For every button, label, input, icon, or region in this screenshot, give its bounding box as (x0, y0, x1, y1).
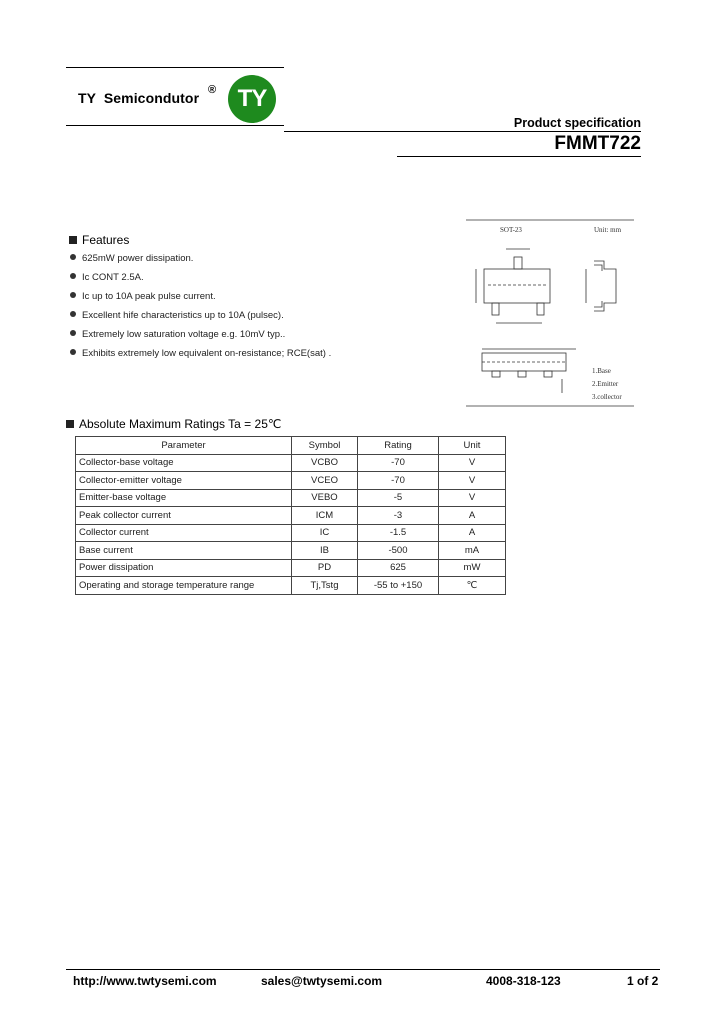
cell-symbol: IB (292, 542, 358, 560)
cell-unit: mA (439, 542, 506, 560)
bullet-dot-icon (70, 254, 76, 260)
table-row (76, 472, 506, 490)
cell-parameter: Operating and storage temperature range (76, 577, 292, 595)
table-row (76, 507, 506, 525)
ratings-heading (66, 417, 281, 431)
cell-rating: -70 (358, 472, 439, 490)
cell-parameter: Emitter-base voltage (76, 489, 292, 507)
cell-symbol: IC (292, 524, 358, 542)
cell-parameter: Collector current (76, 524, 292, 542)
cell-rating: -5 (358, 489, 439, 507)
cell-symbol: Tj,Tstg (292, 577, 358, 595)
cell-unit: ℃ (439, 577, 506, 595)
table-row (76, 577, 506, 595)
package-name: SOT-23 (500, 226, 522, 234)
table-row (76, 524, 506, 542)
cell-symbol: VCEO (292, 472, 358, 490)
cell-symbol: VCBO (292, 454, 358, 472)
header-rule (284, 131, 641, 132)
package-unit: Unit: mm (594, 226, 622, 234)
package-outline-drawing (466, 219, 634, 407)
cell-unit: mW (439, 559, 506, 577)
cell-symbol: PD (292, 559, 358, 577)
features-heading (69, 233, 129, 247)
column-header-rating: Rating (358, 437, 439, 455)
table-row (76, 542, 506, 560)
feature-item: Extremely low saturation voltage e.g. 10mV typ.. (70, 328, 331, 347)
cell-rating: -1.5 (358, 524, 439, 542)
column-header-unit: Unit (439, 437, 506, 455)
footer-phone: 4008-318-123 (486, 974, 561, 988)
part-number: FMMT722 (554, 133, 641, 154)
cell-rating: -500 (358, 542, 439, 560)
feature-item: Excellent hife characteristics up to 10A (pulsec). (70, 309, 331, 328)
header-top-rule (66, 67, 284, 68)
table-row (76, 559, 506, 577)
feature-item: Ic up to 10A peak pulse current. (70, 290, 331, 309)
top-view-lead-2 (537, 303, 544, 315)
pin-label-1: 1.Base (592, 367, 611, 375)
bullet-dot-icon (70, 349, 76, 355)
ratings-table-body (76, 454, 506, 594)
features-list (70, 252, 331, 366)
cell-unit: V (439, 472, 506, 490)
spec-label: Product specification (513, 116, 641, 130)
cell-symbol: ICM (292, 507, 358, 525)
footer-page-number: 1 of 2 (627, 974, 659, 988)
table-row (76, 489, 506, 507)
footer-email-link[interactable]: sales@twtysemi.com (261, 974, 383, 988)
pin-label-2: 2.Emitter (592, 380, 619, 388)
column-header-parameter: Parameter (76, 437, 292, 455)
bullet-dot-icon (70, 292, 76, 298)
cell-unit: V (439, 489, 506, 507)
cell-unit: V (439, 454, 506, 472)
bullet-square-icon (69, 236, 77, 244)
cell-unit: A (439, 507, 506, 525)
cell-parameter: Collector-base voltage (76, 454, 292, 472)
top-view-lead-1 (492, 303, 499, 315)
cell-unit: A (439, 524, 506, 542)
feature-item: Ic CONT 2.5A. (70, 271, 331, 290)
side-view-body (594, 261, 616, 311)
footer-rule (66, 969, 660, 970)
cell-rating: -55 to +150 (358, 577, 439, 595)
bullet-square-icon (66, 420, 74, 428)
bullet-dot-icon (70, 330, 76, 336)
table-header-row (76, 437, 506, 455)
table-row (76, 454, 506, 472)
cell-rating: -70 (358, 454, 439, 472)
part-number-rule (397, 156, 641, 157)
top-view-body (484, 269, 550, 303)
cell-parameter: Power dissipation (76, 559, 292, 577)
ratings-table (75, 436, 506, 595)
top-view-lead-3 (514, 257, 522, 269)
header-mid-rule (66, 125, 284, 126)
feature-item: Exhibits extremely low equivalent on-resistance; RCE(sat) . (70, 347, 331, 366)
cell-symbol: VEBO (292, 489, 358, 507)
brand-name: TY Semicondutor (78, 90, 200, 106)
cell-rating: -3 (358, 507, 439, 525)
bullet-dot-icon (70, 273, 76, 279)
cell-rating: 625 (358, 559, 439, 577)
footer-website-link[interactable]: http://www.twtysemi.com (73, 974, 217, 988)
cell-parameter: Peak collector current (76, 507, 292, 525)
feature-item: 625mW power dissipation. (70, 252, 331, 271)
bullet-dot-icon (70, 311, 76, 317)
cell-parameter: Base current (76, 542, 292, 560)
cell-parameter: Collector-emitter voltage (76, 472, 292, 490)
ratings-title: Absolute Maximum Ratings Ta = 25℃ (79, 417, 282, 431)
registered-mark: ® (208, 84, 217, 96)
pin-label-3: 3.collector (592, 393, 622, 401)
features-title: Features (82, 233, 130, 247)
company-logo: TY (228, 75, 276, 123)
column-header-symbol: Symbol (292, 437, 358, 455)
